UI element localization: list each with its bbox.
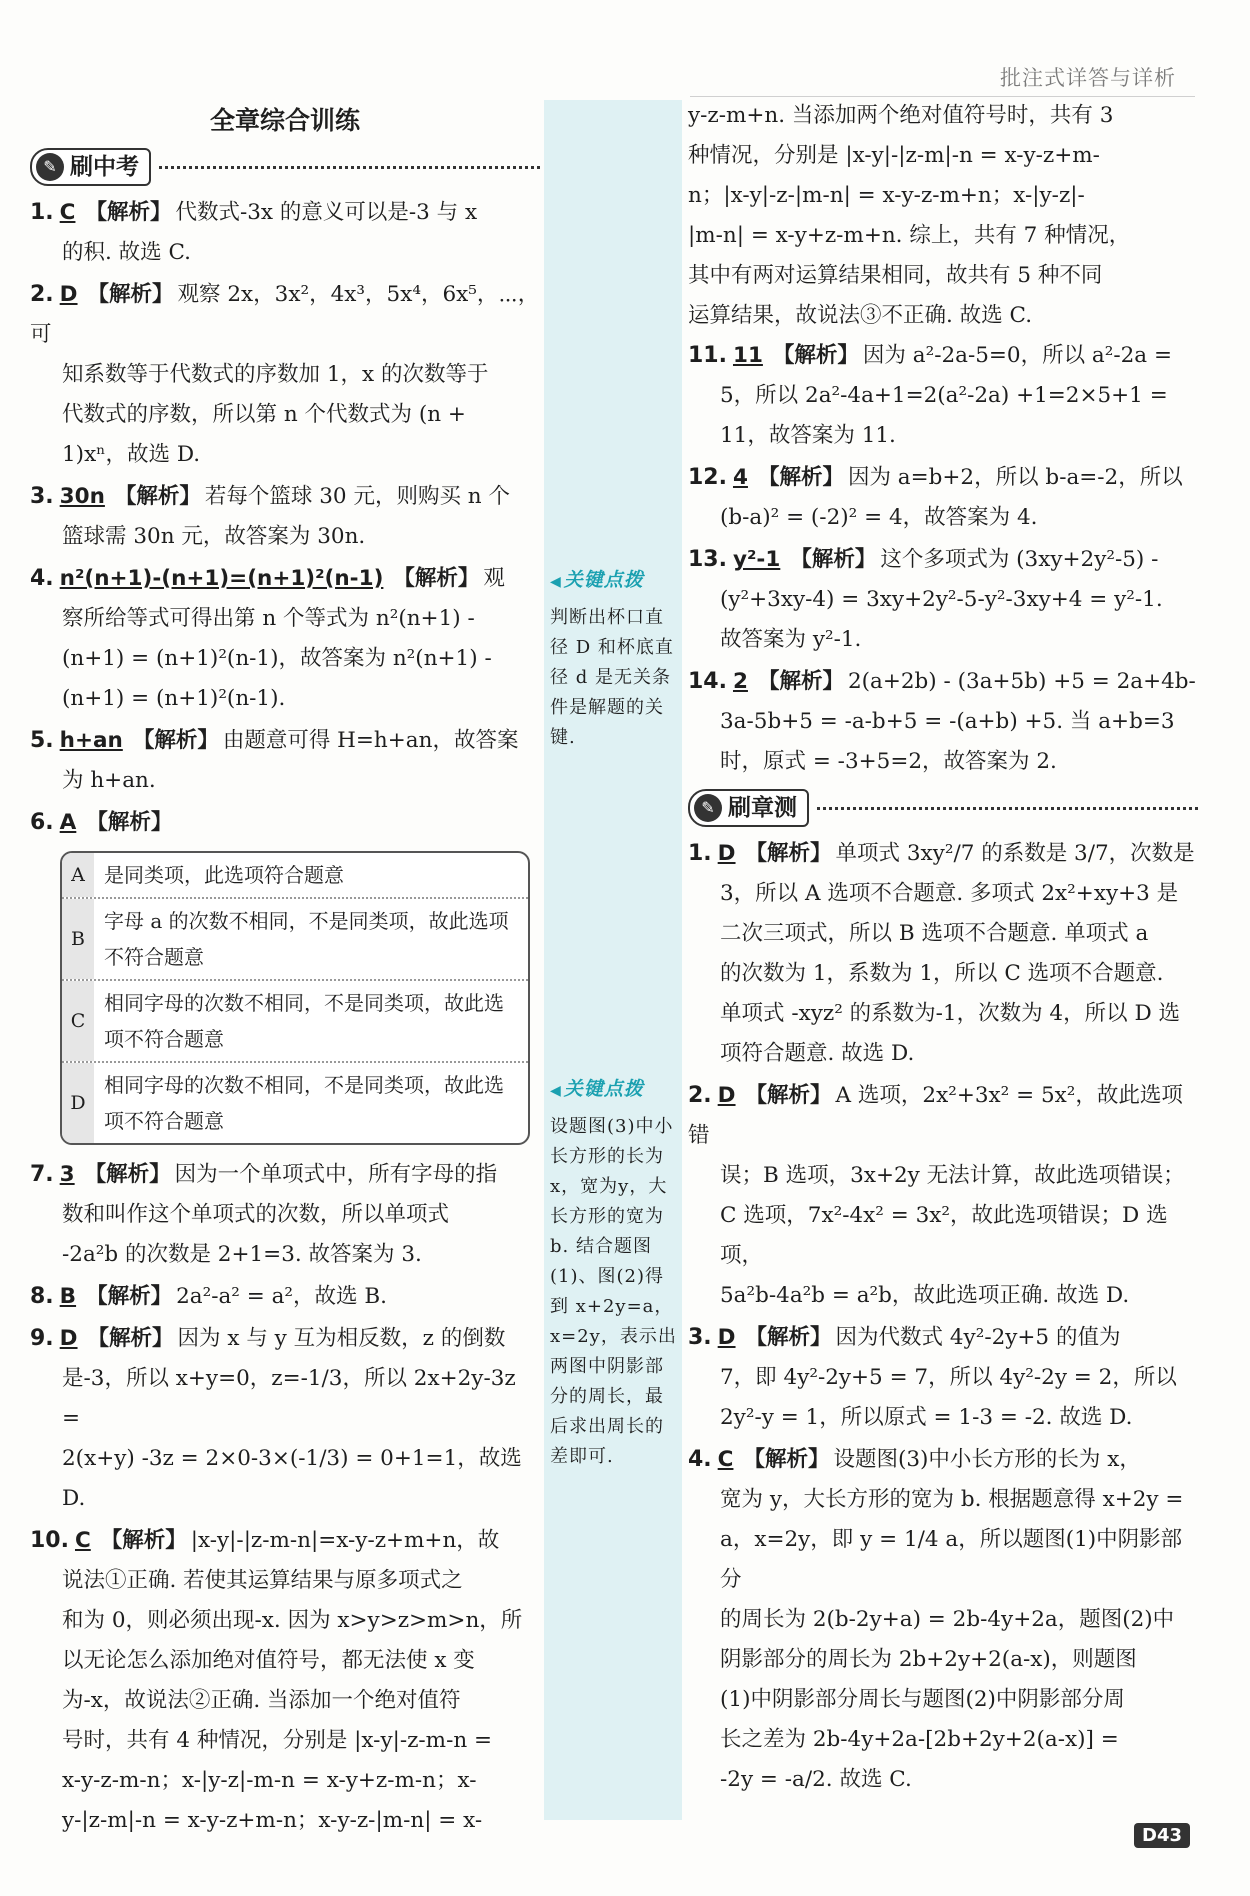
solution-first-line [30, 193, 540, 233]
solution-line: -2a²b 的次数是 2+1=3. 故答案为 3. [62, 1242, 422, 1267]
analysis-tag: 【解析】 [86, 1284, 173, 1309]
option-label: D [62, 1063, 94, 1143]
solution-line: 号时，共有 4 种情况，分别是 |x-y|-z-m-n = [62, 1728, 493, 1753]
solution-item [30, 1155, 540, 1275]
option-row [62, 899, 528, 981]
solution-line: 其中有两对运算结果相同，故共有 5 种不同 [688, 263, 1103, 288]
item-number: 1. [688, 841, 712, 866]
item-number: 1. [30, 200, 54, 225]
solution-text: 因为 x 与 y 互为相反数，z 的倒数 [177, 1326, 506, 1351]
solution-item [30, 477, 540, 557]
item-answer: 2 [732, 669, 748, 694]
solution-item [30, 1521, 540, 1841]
option-row [62, 853, 528, 899]
analysis-tag: 【解析】 [100, 1528, 187, 1553]
option-text: 相同字母的次数不相同，不是同类项，故此选项不符合题意 [104, 991, 504, 1051]
solution-item [688, 1076, 1198, 1316]
solution-line: 为 h+an. [62, 768, 156, 793]
solution-line: 7，即 4y²-2y+5 = 7，所以 4y²-2y = 2，所以 [720, 1365, 1177, 1390]
analysis-tag: 【解析】 [745, 841, 832, 866]
solution-line: 3，所以 A 选项不合题意. 多项式 2x²+xy+3 是 [720, 881, 1179, 906]
analysis-tag: 【解析】 [745, 1083, 832, 1108]
item-number: 4. [30, 566, 54, 591]
analysis-tag: 【解析】 [393, 566, 480, 591]
solution-first-line [30, 1521, 540, 1561]
solution-line: 时，原式 = -3+5=2，故答案为 2. [720, 749, 1057, 774]
key-tip-1 [550, 565, 678, 753]
solution-first-line [30, 1155, 540, 1195]
analysis-tag: 【解析】 [757, 669, 844, 694]
pencil-icon: ✎ [36, 153, 64, 181]
item-number: 3. [30, 484, 54, 509]
section-header-zhongkao [30, 147, 540, 187]
analysis-tag: 【解析】 [87, 282, 174, 307]
item-answer: D [717, 1083, 736, 1108]
analysis-tag: 【解析】 [745, 1325, 832, 1350]
solution-first-line [30, 803, 540, 843]
item-answer: D [717, 841, 736, 866]
solution-text: 观察 2x，3x²，4x³，5x⁴，6x⁵，⋯，可 [30, 282, 540, 347]
chapter-title: 全章综合训练 [209, 106, 360, 135]
solution-line: 1)xⁿ，故选 D. [62, 442, 201, 467]
option-label: B [62, 899, 94, 979]
right-column [688, 96, 1198, 1802]
solution-line: 阴影部分的周长为 2b+2y+2(a-x)，则题图 [720, 1647, 1137, 1672]
solution-first-line [30, 1319, 540, 1359]
solution-line: 种情况，分别是 |x-y|-|z-m|-n = x-y-z+m- [688, 143, 1100, 168]
solution-line: -2y = -a/2. 故选 C. [720, 1767, 912, 1792]
solution-line: (1)中阴影部分周长与题图(2)中阴影部分周 [720, 1687, 1125, 1712]
key-tip-heading: ◀ 关键点拨 [550, 1074, 678, 1106]
solution-text: |x-y|-|z-m-n|=x-y-z+m+n，故 [190, 1528, 500, 1553]
solution-line: (n+1) = (n+1)²(n-1)，故答案为 n²(n+1) - [62, 646, 492, 671]
solution-line: 单项式 -xyz² 的系数为-1，次数为 4，所以 D 选 [720, 1001, 1181, 1026]
item-answer: C [717, 1447, 734, 1472]
section-header-zhangce [688, 788, 1198, 828]
item-answer: D [717, 1325, 736, 1350]
item-answer: 3 [59, 1162, 75, 1187]
solution-item [688, 834, 1198, 1074]
option-label: A [62, 853, 94, 897]
analysis-tag: 【解析】 [743, 1447, 830, 1472]
solution-line: |m-n| = x-y+z-m+n. 综上，共有 7 种情况， [688, 223, 1131, 248]
section-title: 刷章测 [728, 795, 797, 821]
item-number: 8. [30, 1284, 54, 1309]
solution-item [688, 540, 1198, 660]
solution-line: 2(x+y) -3z = 2×0-3×(-1/3) = 0+1=1，故选 D. [62, 1446, 522, 1511]
left-column [30, 95, 540, 1843]
solution-line: 误；B 选项，3x+2y 无法计算，故此选项错误； [720, 1163, 1185, 1188]
solution-line: 故答案为 y²-1. [720, 627, 862, 652]
solution-line: (y²+3xy-4) = 3xy+2y²-5-y²-3xy+4 = y²-1. [720, 587, 1163, 612]
solution-text: 因为 a=b+2，所以 b-a=-2，所以 [847, 465, 1183, 490]
solution-item [30, 1277, 540, 1317]
solution-item [30, 275, 540, 475]
item-answer: B [59, 1284, 77, 1309]
section-badge [688, 789, 809, 827]
option-text: 字母 a 的次数不相同，不是同类项，故此选项不符合题意 [104, 909, 509, 969]
solution-line: y-z-m+n. 当添加两个绝对值符号时，共有 3 [688, 103, 1114, 128]
solution-line: 3a-5b+5 = -a-b+5 = -(a+b) +5. 当 a+b=3 [720, 709, 1175, 734]
solution-line: 11，故答案为 11. [720, 423, 896, 448]
analysis-tag: 【解析】 [87, 1326, 174, 1351]
option-label: C [62, 981, 94, 1061]
solution-text: 因为 a²-2a-5=0，所以 a²-2a = [862, 343, 1172, 368]
solution-line: 的次数为 1，系数为 1，所以 C 选项不合题意. [720, 961, 1164, 986]
running-header: 批注式详答与详析 [1000, 66, 1176, 90]
solution-line: 2y²-y = 1，所以原式 = 1-3 = -2. 故选 D. [720, 1405, 1133, 1430]
solution-line: 说法①正确. 若使其运算结果与原多项式之 [62, 1568, 463, 1593]
item-number: 2. [688, 1083, 712, 1108]
solution-item [30, 1319, 540, 1519]
solution-line: 的周长为 2(b-2y+a) = 2b-4y+2a，题图(2)中 [720, 1607, 1175, 1632]
pencil-icon: ✎ [694, 794, 722, 822]
solution-line: (n+1) = (n+1)²(n-1). [62, 686, 286, 711]
solution-first-line [688, 1318, 1198, 1358]
solution-first-line [688, 662, 1198, 702]
option-table [60, 851, 530, 1145]
item-number: 4. [688, 1447, 712, 1472]
key-tip-text: 判断出杯口直径 D 和杯底直径 d 是无关条件是解题的关键. [550, 607, 674, 748]
right-items [688, 336, 1198, 782]
solution-item [30, 721, 540, 801]
analysis-tag: 【解析】 [132, 728, 219, 753]
solution-line: 知系数等于代数式的序数加 1，x 的次数等于 [62, 362, 489, 387]
item-number: 6. [30, 810, 54, 835]
item-answer: C [59, 200, 76, 225]
solution-line: 5a²b-4a²b = a²b，故此选项正确. 故选 D. [720, 1283, 1130, 1308]
annotation-sidebar [544, 100, 682, 1820]
solution-line: 运算结果，故说法③不正确. 故选 C. [688, 303, 1033, 328]
solution-line: 的积. 故选 C. [62, 240, 192, 265]
solution-item [30, 803, 540, 843]
item-answer: h+an [59, 728, 123, 753]
item-number: 7. [30, 1162, 54, 1187]
item-answer: 4 [732, 465, 748, 490]
solution-line: 以无论怎么添加绝对值符号，都无法使 x 变 [62, 1648, 475, 1673]
section-badge [30, 148, 151, 186]
solution-first-line [30, 477, 540, 517]
section-dotted-rule [159, 166, 540, 169]
solution-text: 因为代数式 4y²-2y+5 的值为 [835, 1325, 1121, 1350]
solution-line: C 选项，7x²-4x² = 3x²，故此选项错误；D 选项， [720, 1203, 1168, 1268]
solution-item [30, 193, 540, 273]
item-number: 3. [688, 1325, 712, 1350]
solution-line: 5，所以 2a²-4a+1=2(a²-2a) +1=2×5+1 = [720, 383, 1168, 408]
solution-line: 察所给等式可得出第 n 个等式为 n²(n+1) - [62, 606, 475, 631]
solution-line: 宽为 y，大长方形的宽为 b. 根据题意得 x+2y = [720, 1487, 1184, 1512]
section-title: 刷中考 [70, 154, 139, 180]
option-text: 相同字母的次数不相同，不是同类项，故此选项不符合题意 [104, 1073, 504, 1133]
solution-item [688, 1440, 1198, 1800]
solution-text: 观 [483, 566, 505, 591]
right-items-2 [688, 834, 1198, 1800]
solution-line: 项符合题意. 故选 D. [720, 1041, 915, 1066]
solution-text: 单项式 3xy²/7 的系数是 3/7，次数是 [835, 841, 1195, 866]
analysis-tag: 【解析】 [757, 465, 844, 490]
solution-item [688, 662, 1198, 782]
solution-first-line [688, 336, 1198, 376]
section-dotted-rule [817, 807, 1198, 810]
item-number: 5. [30, 728, 54, 753]
item-answer: 11 [732, 343, 763, 368]
item-answer: D [59, 282, 78, 307]
solution-first-line [688, 1440, 1198, 1480]
solution-text: 设题图(3)中小长方形的长为 x， [833, 1447, 1141, 1472]
solution-item [688, 1318, 1198, 1438]
left-items-2 [30, 1155, 540, 1841]
analysis-tag: 【解析】 [772, 343, 859, 368]
option-row [62, 981, 528, 1063]
solution-line: a，x=2y，即 y = 1/4 a，所以题图(1)中阴影部分 [720, 1527, 1183, 1592]
solution-line: 为-x，故说法②正确. 当添加一个绝对值符 [62, 1688, 461, 1713]
solution-first-line [688, 458, 1198, 498]
solution-item [688, 336, 1198, 456]
item-answer: C [74, 1528, 91, 1553]
item-number: 10. [30, 1528, 69, 1553]
solution-first-line [30, 275, 540, 355]
solution-line: (b-a)² = (-2)² = 4，故答案为 4. [720, 505, 1038, 530]
solution-first-line [688, 1076, 1198, 1156]
solution-text: 这个多项式为 (3xy+2y²-5) - [880, 547, 1159, 572]
item-number: 14. [688, 669, 727, 694]
key-tip-2 [550, 1074, 678, 1472]
item-number: 9. [30, 1326, 54, 1351]
solution-line: 长之差为 2b-4y+2a-[2b+2y+2(a-x)] = [720, 1727, 1119, 1752]
solution-line: 篮球需 30n 元，故答案为 30n. [62, 524, 366, 549]
key-tip-heading: ◀ 关键点拨 [550, 565, 678, 597]
option-text: 是同类项，此选项符合题意 [104, 863, 344, 887]
solution-first-line [688, 834, 1198, 874]
option-row [62, 1063, 528, 1143]
solution-text: A 选项，2x²+3x² = 5x²，故此选项错 [688, 1083, 1183, 1148]
item-answer: 30n [59, 484, 105, 509]
solution-first-line [688, 540, 1198, 580]
continued-solution [688, 96, 1198, 336]
key-tip-text: 设题图(3)中小长方形的长为x，宽为y，大长方形的宽为b. 结合题图(1)、图(2)得到 x+2y=a，x=2y，表示出两图中阴影部分的周长，最后求出周长的差即可. [550, 1116, 677, 1467]
item-answer: A [59, 810, 77, 835]
solution-first-line [30, 721, 540, 761]
analysis-tag: 【解析】 [790, 547, 877, 572]
page-number: D43 [1134, 1823, 1190, 1848]
solution-line: 代数式的序数，所以第 n 个代数式为 (n + [62, 402, 466, 427]
solution-line: n；|x-y|-z-|m-n| = x-y-z-m+n；x-|y-z|- [688, 183, 1085, 208]
solution-first-line [30, 559, 540, 599]
solution-line: 数和叫作这个单项式的次数，所以单项式 [62, 1202, 450, 1227]
solution-text: 因为一个单项式中，所有字母的指 [174, 1162, 498, 1187]
analysis-tag: 【解析】 [85, 200, 172, 225]
item-number: 11. [688, 343, 727, 368]
solution-line: x-y-z-m-n；x-|y-z|-m-n = x-y+z-m-n；x- [62, 1768, 477, 1793]
solution-text: 2(a+2b) - (3a+5b) +5 = 2a+4b- [847, 669, 1196, 694]
solution-first-line [30, 1277, 540, 1317]
solution-text: 若每个篮球 30 元，则购买 n 个 [204, 484, 510, 509]
item-number: 12. [688, 465, 727, 490]
analysis-tag: 【解析】 [86, 810, 173, 835]
left-items [30, 193, 540, 843]
item-answer: y²-1 [732, 547, 781, 572]
solution-line: 是-3，所以 x+y=0，z=-1/3，所以 2x+2y-3z = [62, 1366, 516, 1431]
solution-line: 二次三项式，所以 B 选项不合题意. 单项式 a [720, 921, 1149, 946]
solution-item [688, 458, 1198, 538]
solution-line: y-|z-m|-n = x-y-z+m-n；x-y-z-|m-n| = x- [62, 1808, 483, 1833]
item-answer: n²(n+1)-(n+1)=(n+1)²(n-1) [59, 566, 384, 591]
analysis-tag: 【解析】 [114, 484, 201, 509]
item-answer: D [59, 1326, 78, 1351]
item-number: 2. [30, 282, 54, 307]
solution-text: 由题意可得 H=h+an，故答案 [222, 728, 519, 753]
solution-text: 2a²-a² = a²，故选 B. [176, 1284, 387, 1309]
item-number: 13. [688, 547, 727, 572]
solution-line: 和为 0，则必须出现-x. 因为 x>y>z>m>n，所 [62, 1608, 523, 1633]
solution-item [30, 559, 540, 719]
analysis-tag: 【解析】 [84, 1162, 171, 1187]
solution-text: 代数式-3x 的意义可以是-3 与 x [175, 200, 478, 225]
